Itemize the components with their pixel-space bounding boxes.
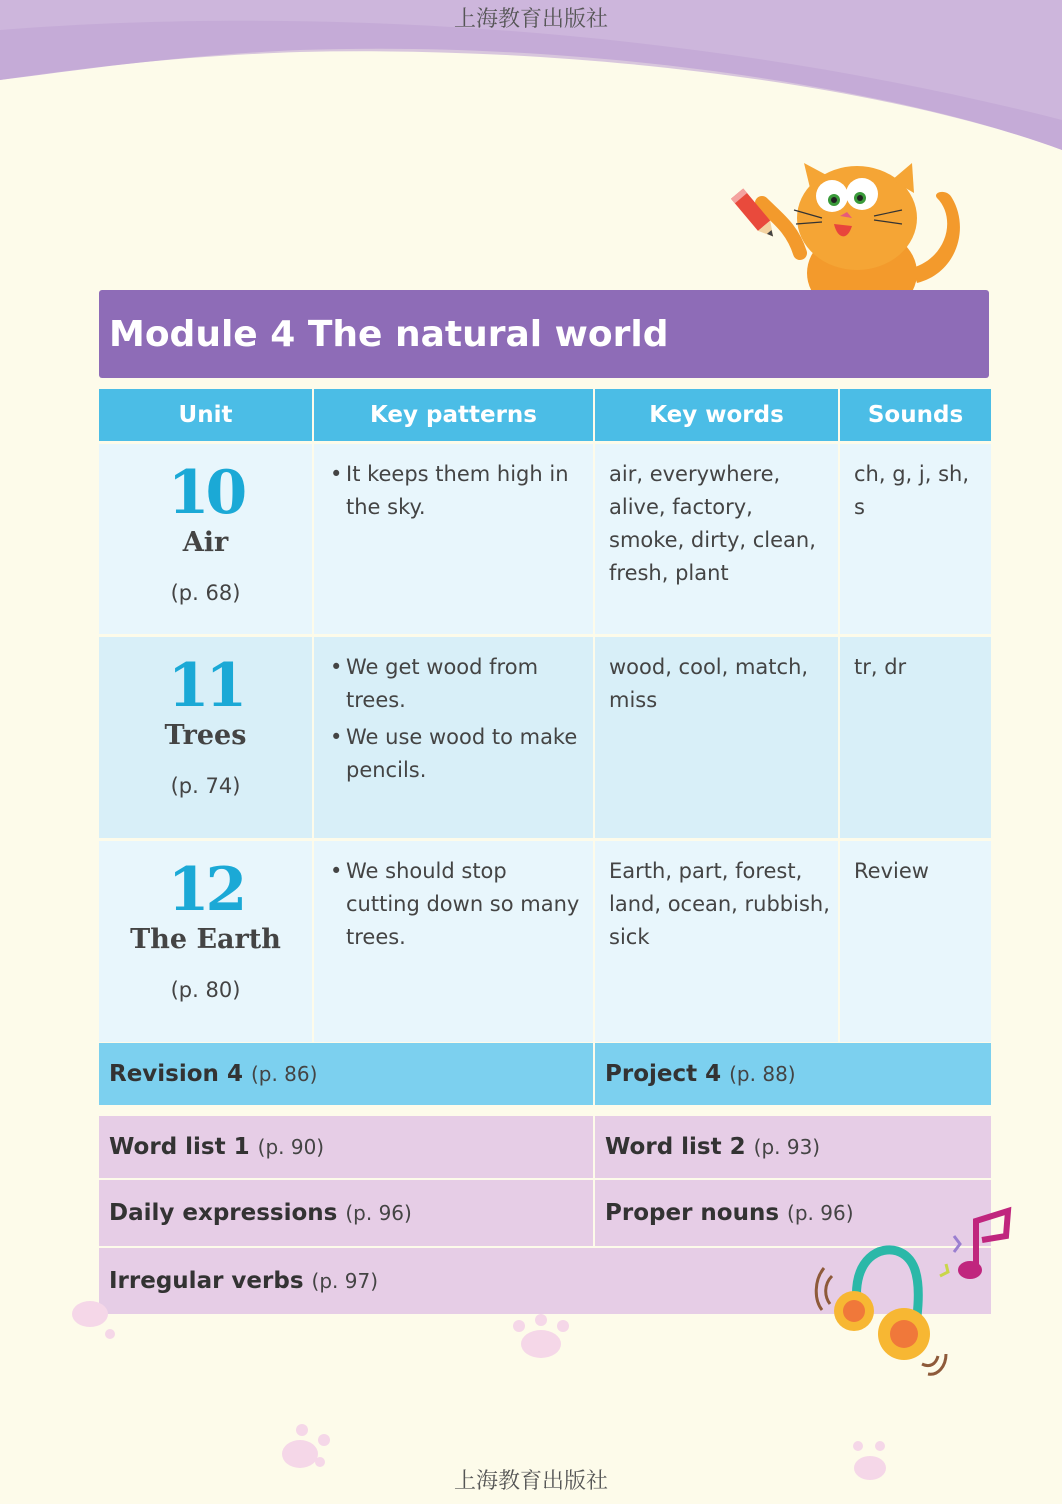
- header-key-patterns: Key patterns: [313, 389, 594, 443]
- unit-page: (p. 80): [170, 978, 241, 1002]
- revision-page: (p. 86): [250, 1062, 318, 1086]
- paw-print-icon: [505, 1312, 575, 1362]
- paw-print-icon: [66, 1288, 126, 1344]
- sounds-cell: Review: [839, 840, 991, 1042]
- unit-name: The Earth: [130, 924, 281, 955]
- unit-cell: [99, 443, 313, 636]
- daily-expressions-label: Daily expressions: [109, 1200, 338, 1226]
- unit-number: 12: [167, 855, 244, 925]
- daily-expressions-page: (p. 96): [345, 1201, 412, 1225]
- word-list-2-page: (p. 93): [753, 1135, 821, 1159]
- music-note-icon: [936, 1206, 1016, 1286]
- proper-nouns-page: (p. 96): [787, 1201, 854, 1225]
- words-cell: Earth, part, forest, land, ocean, rubbish, sick: [594, 840, 839, 1042]
- module-title-bar: [99, 290, 989, 378]
- revision-project-strip: [99, 1043, 991, 1105]
- table-row[interactable]: [99, 840, 991, 1042]
- unit-number: 11: [167, 651, 244, 721]
- project-page: (p. 88): [729, 1062, 796, 1086]
- word-list-1-label: Word list 1: [109, 1134, 250, 1160]
- header-unit: Unit: [99, 389, 313, 443]
- project-link[interactable]: [595, 1043, 796, 1105]
- patterns-cell: [313, 840, 594, 1042]
- proper-nouns-label: Proper nouns: [605, 1200, 780, 1226]
- list-item: • We get wood from trees.: [328, 651, 585, 717]
- header-sounds: Sounds: [839, 389, 991, 443]
- unit-name: Trees: [164, 720, 247, 751]
- publisher-footer: 上海教育出版社: [453, 1469, 608, 1494]
- list-item: • We use wood to make pencils.: [328, 721, 585, 787]
- revision-label: Revision 4: [109, 1061, 243, 1087]
- patterns-cell: [313, 443, 594, 636]
- unit-name: Air: [182, 527, 229, 558]
- sounds-cell: ch, g, j, sh, s: [839, 443, 991, 636]
- module-title: Module 4 The natural world: [109, 313, 669, 355]
- list-item: • We should stop cutting down so many trees.: [328, 855, 585, 954]
- unit-cell: [99, 840, 313, 1042]
- table-row[interactable]: [99, 443, 991, 636]
- word-list-1-page: (p. 90): [257, 1135, 325, 1159]
- irregular-verbs-page: (p. 97): [311, 1269, 378, 1293]
- daily-expressions-link[interactable]: [99, 1180, 595, 1246]
- word-lists-strip: [99, 1116, 991, 1178]
- word-list-2-label: Word list 2: [605, 1134, 746, 1160]
- words-cell: wood, cool, match, miss: [594, 636, 839, 840]
- irregular-verbs-link[interactable]: [99, 1248, 378, 1314]
- words-cell: air, everywhere, alive, factory, smoke, dirty, clean, fresh, plant: [594, 443, 839, 636]
- word-list-2-link[interactable]: [595, 1116, 820, 1178]
- table-header-row: [99, 389, 991, 443]
- word-list-1-link[interactable]: [99, 1116, 595, 1178]
- sounds-cell: tr, dr: [839, 636, 991, 840]
- publisher-header: 上海教育出版社: [453, 7, 608, 32]
- unit-page: (p. 68): [170, 581, 241, 605]
- header-key-words: Key words: [594, 389, 839, 443]
- patterns-cell: [313, 636, 594, 840]
- pencil-icon: [726, 182, 786, 244]
- list-item: • It keeps them high in the sky.: [328, 458, 585, 524]
- revision-link[interactable]: [99, 1043, 595, 1105]
- unit-page: (p. 74): [170, 774, 241, 798]
- project-label: Project 4: [605, 1061, 722, 1087]
- unit-cell: [99, 636, 313, 840]
- irregular-verbs-label: Irregular verbs: [109, 1268, 304, 1294]
- unit-number: 10: [167, 458, 244, 528]
- contents-table: [99, 389, 991, 1042]
- table-row[interactable]: [99, 636, 991, 840]
